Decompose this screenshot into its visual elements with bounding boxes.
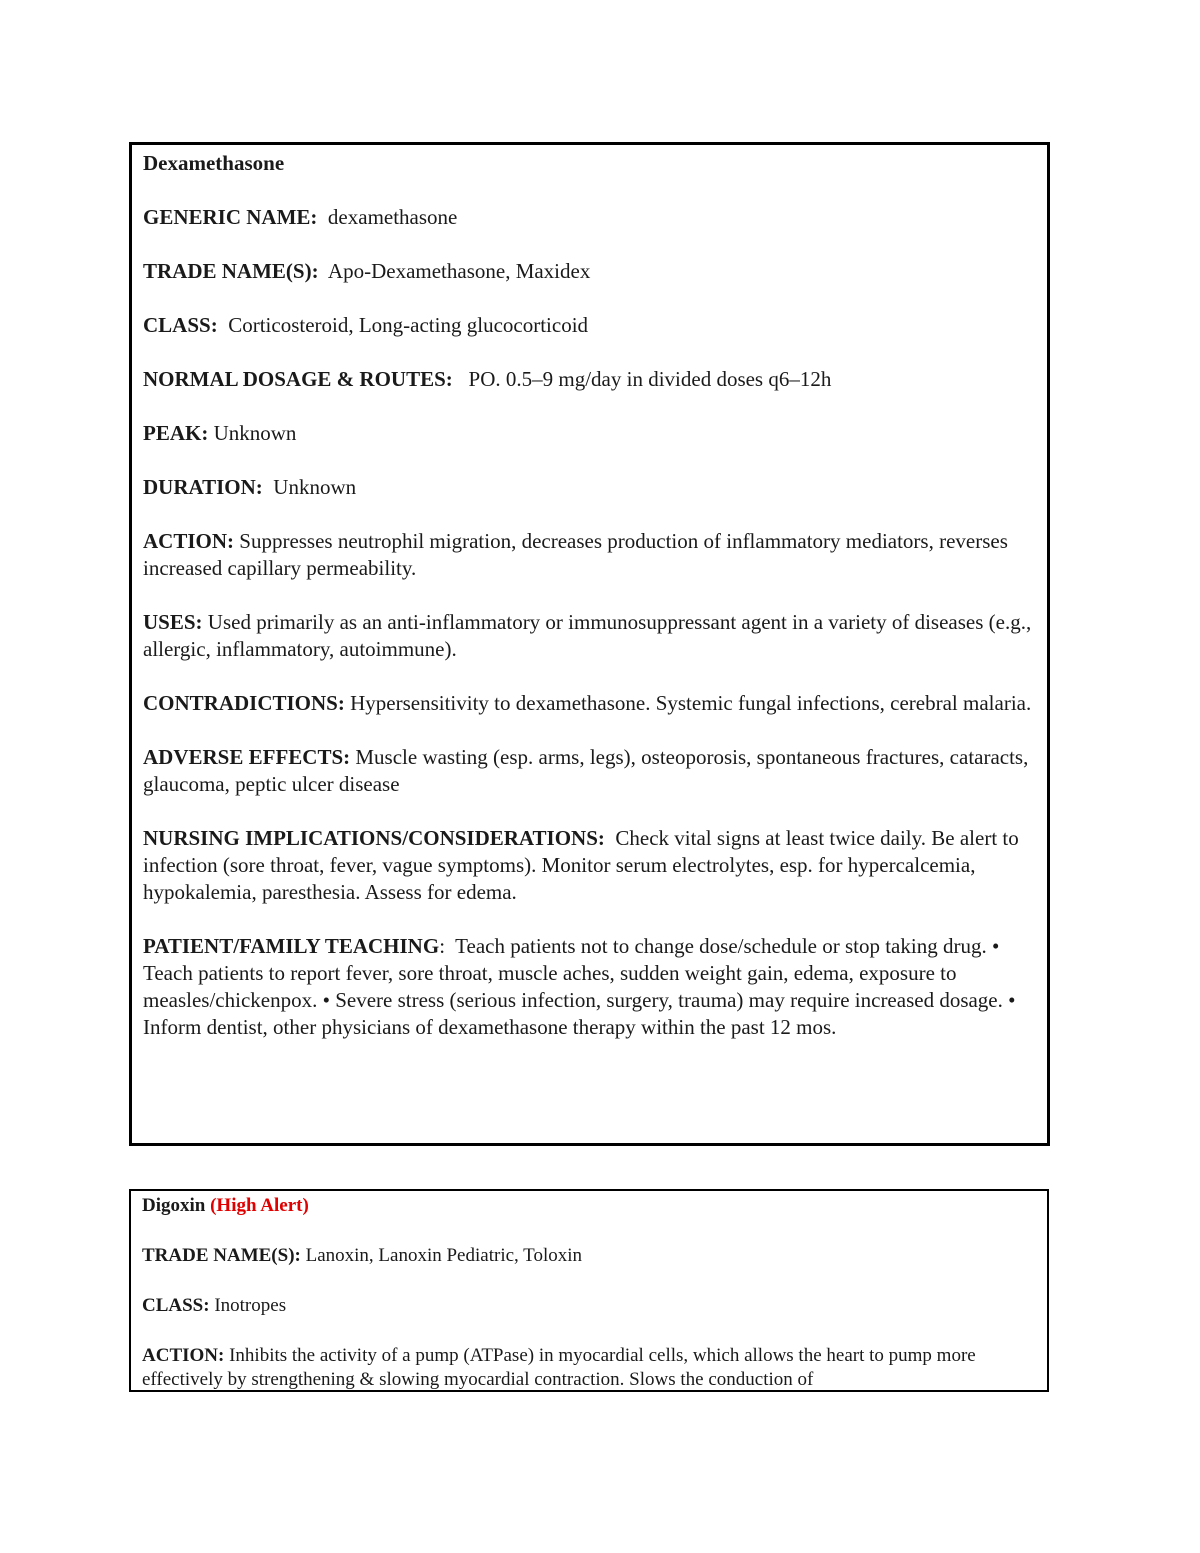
field-value: PO. 0.5–9 mg/day in divided doses q6–12h xyxy=(468,367,832,391)
field-label: ADVERSE EFFECTS: xyxy=(143,745,351,769)
field-value: Inotropes xyxy=(214,1295,287,1316)
duration-field xyxy=(143,474,1036,501)
field-value: Unknown xyxy=(273,475,357,499)
trade-names-field xyxy=(142,1244,1036,1268)
field-label: USES: xyxy=(143,610,203,634)
field-label: ACTION: xyxy=(142,1345,225,1366)
field-label: NORMAL DOSAGE & ROUTES: xyxy=(143,367,453,391)
field-value: Corticosteroid, Long-acting glucocorticoid xyxy=(228,313,589,337)
field-label: PATIENT/FAMILY TEACHING xyxy=(143,934,440,958)
field-value: Unknown xyxy=(213,421,297,445)
field-value: Used primarily as an anti-inflammatory or immunosuppressant agent in a variety of diseases (e.g., allergic, inflammatory, autoimmune). xyxy=(143,610,1032,661)
field-label: CLASS: xyxy=(142,1295,210,1316)
contradictions-field xyxy=(143,690,1036,717)
field-value: Apo-Dexamethasone, Maxidex xyxy=(327,259,591,283)
adverse-effects-field xyxy=(143,744,1036,798)
field-value: Lanoxin, Lanoxin Pediatric, Toloxin xyxy=(305,1245,583,1266)
field-value: Teach patients not to change dose/schedule or stop taking drug. • Teach patients to report fever, sore throat, muscle aches, sudden weight gain, edema, exposure to measles/chickenpox. • Severe stress (serious infection, surgery, trauma) may require increased dosage. • Inform dentist, other physicians of dexamethasone therapy within the past 12 mos. xyxy=(143,934,1016,1039)
field-label: CLASS: xyxy=(143,313,218,337)
field-label: ACTION: xyxy=(143,529,235,553)
action-field xyxy=(143,528,1036,582)
field-label: DURATION: xyxy=(143,475,263,499)
patient-teaching-field xyxy=(143,933,1036,1041)
drug-title: Digoxin xyxy=(142,1195,206,1216)
trade-names-field xyxy=(143,258,1036,285)
dexamethasone-card xyxy=(129,142,1050,1146)
class-field xyxy=(142,1294,1036,1318)
field-value: Hypersensitivity to dexamethasone. Systemic fungal infections, cerebral malaria. xyxy=(350,691,1032,715)
field-separator: : xyxy=(439,934,446,958)
nursing-implications-field xyxy=(143,825,1036,906)
drug-title-line xyxy=(142,1194,1036,1218)
class-field xyxy=(143,312,1036,339)
field-label: PEAK: xyxy=(143,421,209,445)
generic-name-field xyxy=(143,204,1036,231)
digoxin-card xyxy=(129,1189,1049,1392)
field-value: Inhibits the activity of a pump (ATPase) in myocardial cells, which allows the heart to pump more effectively by strengthening & slowing myocardial contraction. Slows the conduction of xyxy=(142,1345,976,1390)
field-value: dexamethasone xyxy=(327,205,458,229)
field-label: NURSING IMPLICATIONS/CONSIDERATIONS: xyxy=(143,826,605,850)
high-alert-label: (High Alert) xyxy=(210,1195,309,1216)
field-label: CONTRADICTIONS: xyxy=(143,691,345,715)
field-value: Muscle wasting (esp. arms, legs), osteoporosis, spontaneous fractures, cataracts, glaucoma, peptic ulcer disease xyxy=(143,745,1029,796)
uses-field xyxy=(143,609,1036,663)
field-label: GENERIC NAME: xyxy=(143,205,318,229)
peak-field xyxy=(143,420,1036,447)
dosage-routes-field xyxy=(143,366,1036,393)
field-value: Suppresses neutrophil migration, decreases production of inflammatory mediators, reverses increased capillary permeability. xyxy=(143,529,1008,580)
field-value: Check vital signs at least twice daily. Be alert to infection (sore throat, fever, vague symptoms). Monitor serum electrolytes, esp. for hypercalcemia, hypokalemia, paresthesia. Assess for edema. xyxy=(143,826,1019,904)
drug-title: Dexamethasone xyxy=(143,151,285,175)
field-label: TRADE NAME(S): xyxy=(142,1245,301,1266)
field-label: TRADE NAME(S): xyxy=(143,259,319,283)
action-field xyxy=(142,1344,1036,1392)
